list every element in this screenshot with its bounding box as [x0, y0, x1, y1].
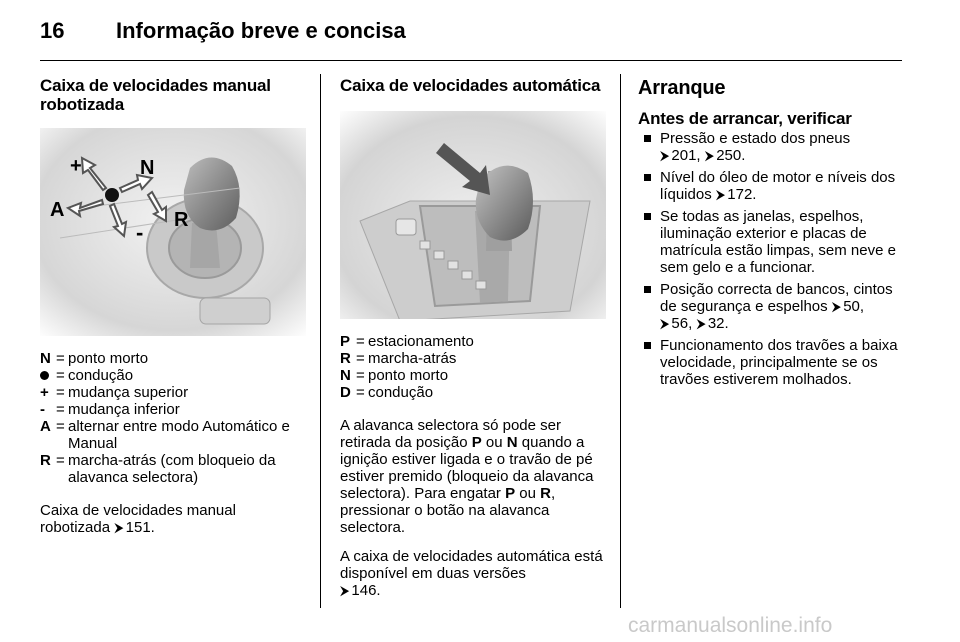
legend-description: mudança inferior [68, 401, 180, 418]
subsection-title: Antes de arrancar, verificar [638, 109, 852, 128]
page-title: Informação breve e concisa [116, 18, 406, 43]
legend-row [40, 384, 306, 401]
legend-equals: = [56, 452, 65, 469]
figure-label-plus: + [70, 155, 82, 177]
body-text: , pressionar o botão na alavanca selectora. [340, 485, 556, 536]
legend-description: marcha-atrás [368, 350, 457, 367]
page-ref-arrow-icon: ⮞ [340, 583, 350, 598]
section-title: Caixa de velocidades automática [340, 76, 601, 95]
legend-equals: = [56, 401, 65, 418]
legend-equals: = [356, 333, 365, 350]
robotized-gearshift-figure [40, 128, 306, 336]
page-reference[interactable]: 146. [351, 582, 381, 599]
page-ref-arrow-icon: ⮞ [660, 148, 670, 163]
legend-key: + [40, 384, 49, 401]
page-reference[interactable]: 172. [727, 186, 757, 203]
body-text: Caixa de velocidades manual robotizada [40, 502, 236, 536]
body-text: A alavanca selectora só pode ser retirada da posição [340, 417, 561, 451]
legend-equals: = [56, 418, 65, 435]
page-header [40, 18, 902, 48]
checklist-text: Posição correcta de bancos, cintos de segurança e espelhos [660, 281, 893, 315]
legend-description: condução [368, 384, 434, 401]
legend-description: ponto morto [368, 367, 449, 384]
page-ref-arrow-icon: ⮞ [704, 148, 715, 163]
legend-equals: = [56, 367, 65, 384]
legend-key: R [40, 452, 51, 469]
body-bold: N [506, 434, 518, 451]
console-switch-panel [200, 298, 270, 324]
square-bullet-icon [644, 174, 651, 181]
drive-dot-icon [40, 371, 49, 380]
checklist-text: Nível do óleo de motor e níveis dos líquidos [660, 169, 896, 203]
square-bullet-icon [644, 135, 651, 142]
column-starting [638, 76, 906, 393]
console-button [396, 219, 416, 235]
legend-key: N [340, 367, 351, 384]
pre-start-checklist [638, 130, 906, 388]
body-bold: R [540, 485, 551, 502]
column-automatic [340, 76, 606, 599]
indicator-light [420, 241, 430, 249]
page-ref-arrow-icon: ⮞ [715, 187, 726, 202]
page-reference[interactable]: 50, [843, 298, 865, 315]
legend-key: - [40, 401, 45, 418]
figure-label-n: N [140, 157, 155, 179]
legend-row [340, 350, 606, 367]
legend-equals: = [356, 350, 365, 367]
page-ref-arrow-icon: ⮞ [114, 520, 124, 535]
column-divider [620, 74, 621, 608]
legend-key: P [340, 333, 351, 350]
legend-description: ponto morto [68, 350, 149, 367]
body-paragraph [340, 548, 606, 599]
checklist-text: Se todas as janelas, espelhos, iluminação exterior e placas de matrícula estão limpas, sem neve e sem gelo e a funcionar. [660, 208, 896, 276]
page-reference[interactable]: 32. [707, 315, 729, 332]
legend-row [40, 418, 306, 452]
legend-row [40, 452, 306, 486]
legend-key-dot [40, 367, 56, 384]
body-bold: P [505, 485, 516, 502]
legend-row [340, 367, 606, 384]
page-ref-arrow-icon: ⮞ [831, 299, 842, 314]
legend-description: condução [68, 367, 134, 384]
section-title: Caixa de velocidades manual robotizada [40, 76, 271, 114]
figure-label-a: A [50, 199, 65, 221]
body-bold: P [471, 434, 482, 451]
checklist-item [638, 169, 906, 203]
indicator-light [448, 261, 458, 269]
checklist-item [638, 208, 906, 276]
legend-row [340, 384, 606, 401]
page-reference[interactable]: 201, [671, 147, 701, 164]
legend-description: marcha-atrás (com bloqueio da alavanca selectora) [68, 452, 276, 486]
page-ref-arrow-icon: ⮞ [660, 316, 670, 331]
checklist-text: Pressão e estado dos pneus [660, 130, 851, 147]
legend-equals: = [56, 384, 65, 401]
legend-equals: = [356, 367, 365, 384]
indicator-light [434, 251, 444, 259]
square-bullet-icon [644, 286, 651, 293]
body-text: ou [515, 485, 541, 502]
legend-key: R [340, 350, 351, 367]
drive-position-dot [105, 188, 119, 202]
legend-description: mudança superior [68, 384, 189, 401]
watermark: carmanualsonline.info [628, 614, 833, 637]
body-paragraph [40, 502, 306, 536]
checklist-item [638, 337, 906, 388]
square-bullet-icon [644, 342, 651, 349]
figure-label-minus: - [136, 220, 144, 245]
page-ref-arrow-icon: ⮞ [696, 316, 706, 331]
page-number: 16 [40, 18, 65, 43]
legend-description: estacionamento [368, 333, 474, 350]
square-bullet-icon [644, 213, 651, 220]
column-manual-robotized [40, 76, 306, 536]
indicator-light [462, 271, 472, 279]
legend-description: alternar entre modo Automático e Manual [68, 418, 290, 452]
section-title-arranque: Arranque [638, 77, 726, 99]
legend-row [40, 367, 306, 384]
legend-key: D [340, 384, 351, 401]
gearshift-illustration [40, 128, 306, 336]
column-divider [320, 74, 321, 608]
legend-key: N [40, 350, 51, 367]
figure-label-r: R [174, 209, 189, 231]
body-paragraph [340, 417, 606, 536]
automatic-lever-illustration [340, 111, 606, 319]
body-text: A caixa de velocidades automática está disponível em duas versões [340, 548, 603, 582]
legend-row [40, 401, 306, 418]
checklist-text: Funcionamento dos travões a baixa velocidade, principalmente se os travões estiverem molhados. [660, 337, 898, 388]
legend-row [40, 350, 306, 367]
checklist-item [638, 130, 906, 164]
indicator-light [476, 281, 486, 289]
gear-legend [40, 350, 306, 486]
legend-equals: = [56, 350, 65, 367]
page-reference[interactable]: 151. [125, 519, 155, 536]
page-reference[interactable]: 56, [671, 315, 693, 332]
legend-equals: = [356, 384, 365, 401]
legend-row [340, 333, 606, 350]
body-text: quando a ignição estiver ligada e o travão de pé estiver premido (bloqueio da alavanca selectora). Para engatar [340, 434, 594, 502]
page-reference[interactable]: 250. [716, 147, 746, 164]
header-rule [40, 60, 902, 61]
automatic-legend [340, 333, 606, 401]
automatic-gearshift-figure [340, 111, 606, 319]
body-text: ou [481, 434, 507, 451]
legend-key: A [40, 418, 51, 435]
checklist-item [638, 281, 906, 332]
